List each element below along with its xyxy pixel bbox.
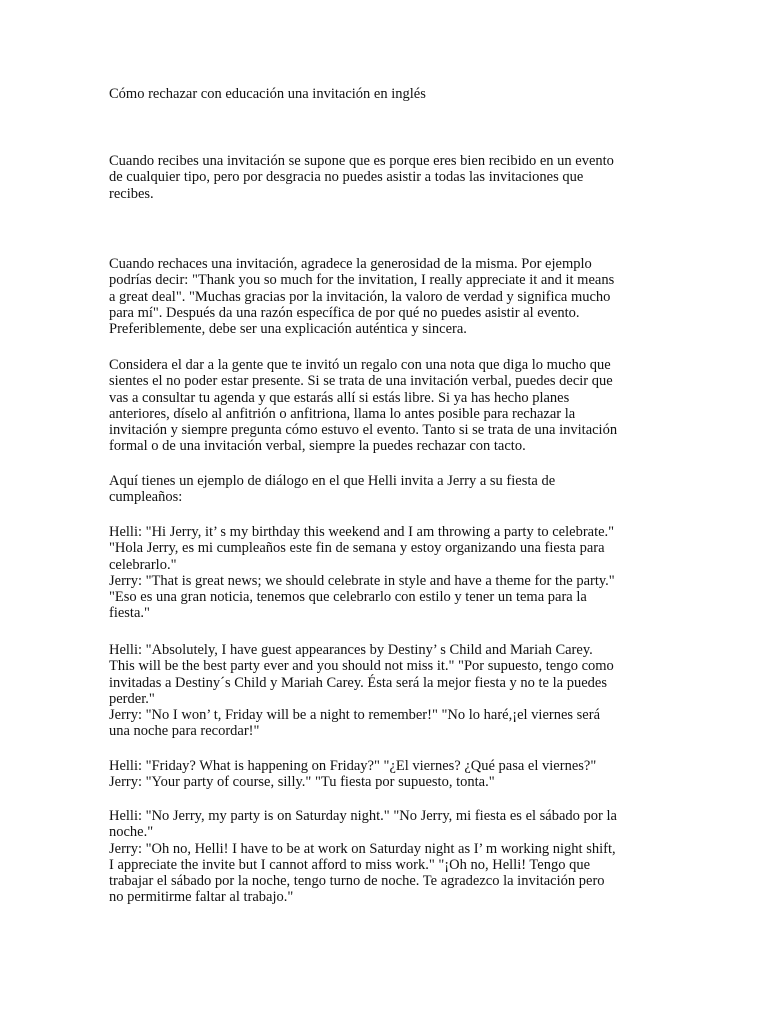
paragraph-gift: Considera el dar a la gente que te invitó un regalo con una nota que diga lo mucho que sientes el no poder estar presente. Si se trata de una invitación verbal, puedes decir que vas a consultar tu agenda y que estarás allí si estás libre. Si ya has hecho planes anteriores, díselo al anfitrión o anfitriona, llama lo antes posible para rechazar la invitación y siempre pregunta cómo estuvo el evento. Tanto si se trata de una invitación formal o de una invitación verbal, siempre la puedes rechazar con tacto. bbox=[109, 357, 618, 455]
paragraph-thanks: Cuando rechaces una invitación, agradece la generosidad de la misma. Por ejemplo podrías decir: "Thank you so much for the invitation, I really appreciate it and it means a great deal". "Muchas gracias por la invitación, la valoro de verdad y significa mucho para mí". Después da una razón específica de por qué no puedes asistir al evento. Preferiblemente, debe ser una explicación auténtica y sincera. bbox=[109, 256, 615, 338]
dialogue-block-saturday: Helli: "No Jerry, my party is on Saturday night." "No Jerry, mi fiesta es el sábado por la noche." Jerry: "Oh no, Helli! I have to be at work on Saturday night as I’ m working night shift, I appreciate the invite but I cannot afford to miss work." "¡Oh no, Helli! Tengo que trabajar el sábado por la noche, tengo turno de noche. Te agradezco la invitación pero no permitirme faltar al trabajo." bbox=[109, 808, 617, 906]
dialogue-block-guests: Helli: "Absolutely, I have guest appearances by Destiny’ s Child and Mariah Carey. This will be the best party ever and you should not miss it." "Por supuesto, tengo como invitadas a Destiny´s Child y Mariah Carey. Ésta será la mejor fiesta y no te la puedes perder." Jerry: "No I won’ t, Friday will be a night to remember!" "No lo haré,¡el viernes será una noche para recordar!" bbox=[109, 642, 614, 740]
dialogue-block-friday: Helli: "Friday? What is happening on Friday?" "¿El viernes? ¿Qué pasa el viernes?" Jerry: "Your party of course, silly." "Tu fiesta por supuesto, tonta." bbox=[109, 758, 597, 791]
document-title: Cómo rechazar con educación una invitación en inglés bbox=[109, 86, 426, 102]
dialogue-block-birthday: Helli: "Hi Jerry, it’ s my birthday this weekend and I am throwing a party to celebrate." "Hola Jerry, es mi cumpleaños este fin de semana y estoy organizando una fiesta para celebrarlo." Jerry: "That is great news; we should celebrate in style and have a theme for the party." "Eso es una gran noticia, tenemos que celebrarlo con estilo y tener un tema para la fiesta." bbox=[109, 524, 615, 622]
paragraph-intro: Cuando recibes una invitación se supone que es porque eres bien recibido en un evento de cualquier tipo, pero por desgracia no puedes asistir a todas las invitaciones que recibes. bbox=[109, 153, 614, 202]
paragraph-example-intro: Aquí tienes un ejemplo de diálogo en el que Helli invita a Jerry a su fiesta de cumpleaños: bbox=[109, 473, 556, 506]
